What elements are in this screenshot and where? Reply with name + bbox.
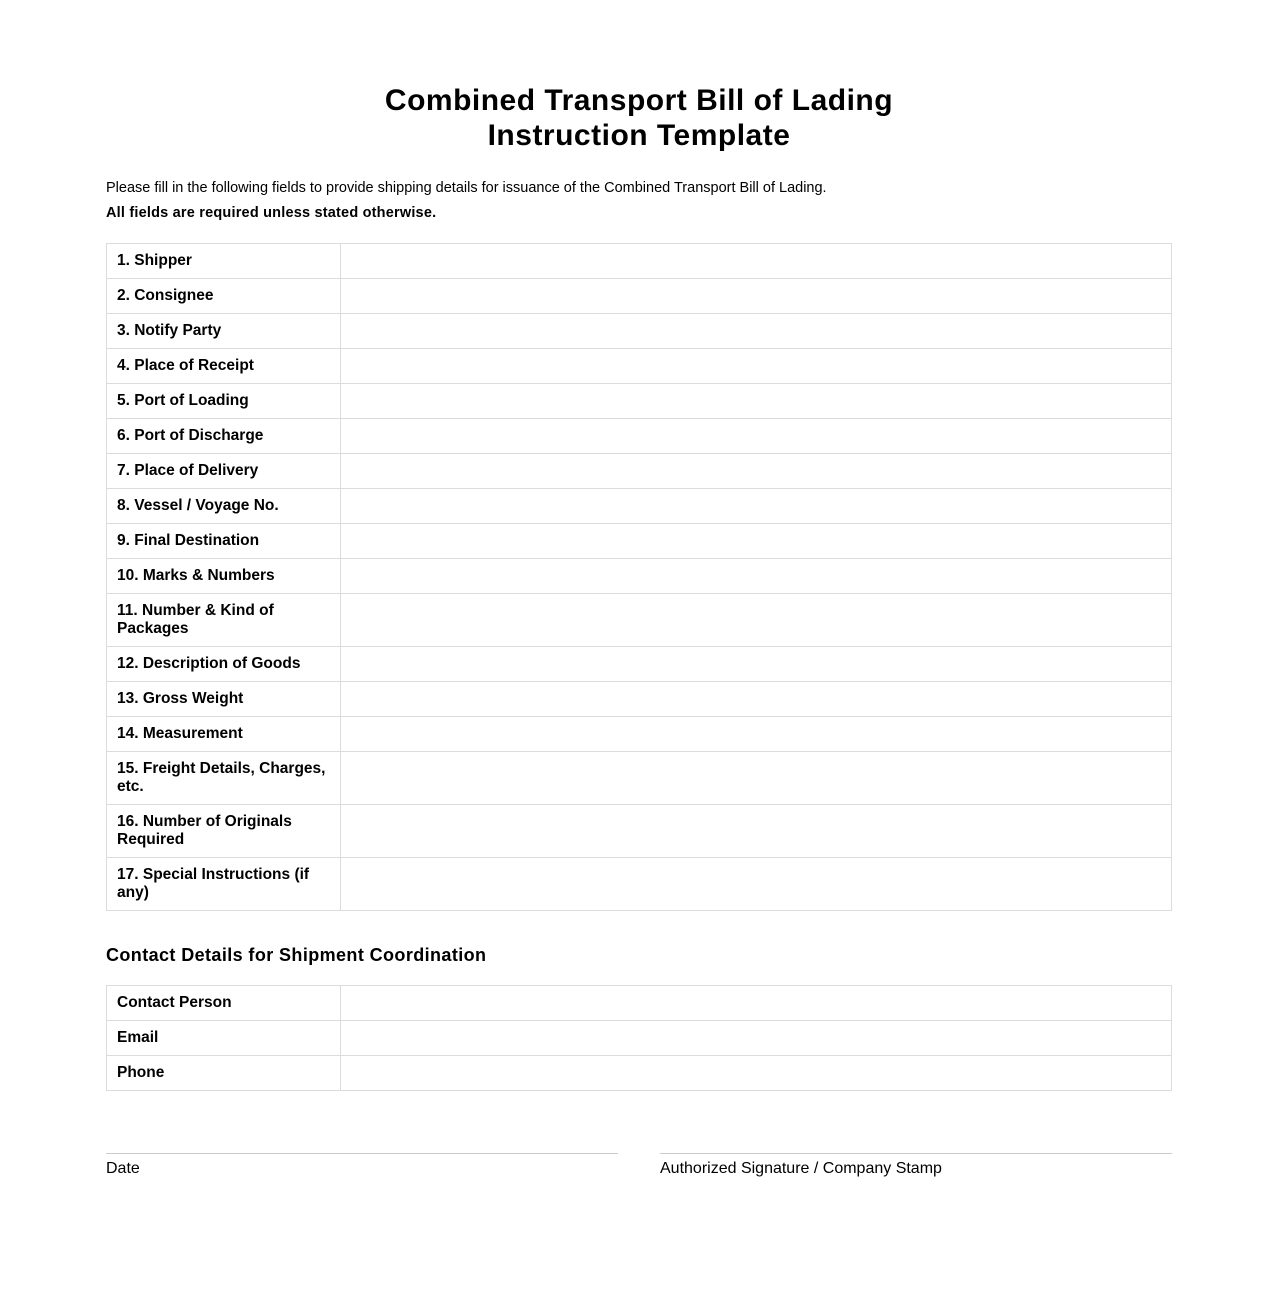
- date-label: Date: [106, 1160, 140, 1177]
- table-row: [107, 647, 1172, 682]
- field-value-input[interactable]: [341, 858, 1172, 911]
- field-label: 17. Special Instructions (if any): [107, 858, 341, 911]
- field-label: 12. Description of Goods: [107, 647, 341, 682]
- table-row: [107, 682, 1172, 717]
- table-row: [107, 594, 1172, 647]
- field-label: 8. Vessel / Voyage No.: [107, 489, 341, 524]
- contact-heading: Contact Details for Shipment Coordination: [106, 945, 487, 965]
- table-row: [107, 454, 1172, 489]
- table-row: [107, 419, 1172, 454]
- authorized-signature-label: Authorized Signature / Company Stamp: [660, 1160, 942, 1177]
- field-value-input[interactable]: [341, 384, 1172, 419]
- field-label: Phone: [107, 1056, 341, 1091]
- table-row: [107, 752, 1172, 805]
- table-row: [107, 805, 1172, 858]
- table-row: [107, 717, 1172, 752]
- field-label: 16. Number of Originals Required: [107, 805, 341, 858]
- field-label: 4. Place of Receipt: [107, 349, 341, 384]
- field-label: 13. Gross Weight: [107, 682, 341, 717]
- table-row: [107, 858, 1172, 911]
- field-value-input[interactable]: [341, 682, 1172, 717]
- intro-text: Please fill in the following fields to provide shipping details for issuance of the Combined Transport Bill of Lading.: [106, 180, 827, 196]
- field-label: 3. Notify Party: [107, 314, 341, 349]
- table-row: [107, 244, 1172, 279]
- field-label: 15. Freight Details, Charges, etc.: [107, 752, 341, 805]
- field-label: Email: [107, 1021, 341, 1056]
- field-label: 9. Final Destination: [107, 524, 341, 559]
- field-label: 11. Number & Kind of Packages: [107, 594, 341, 647]
- field-label: 6. Port of Discharge: [107, 419, 341, 454]
- title-line-1: Combined Transport Bill of Lading: [384, 84, 894, 117]
- table-row: [107, 524, 1172, 559]
- table-row: [107, 559, 1172, 594]
- table-row: [107, 384, 1172, 419]
- field-label: 10. Marks & Numbers: [107, 559, 341, 594]
- field-value-input[interactable]: [341, 559, 1172, 594]
- field-value-input[interactable]: [341, 349, 1172, 384]
- field-value-input[interactable]: [341, 647, 1172, 682]
- field-value-input[interactable]: [341, 986, 1172, 1021]
- table-row: [107, 349, 1172, 384]
- contact-fields-table: [106, 985, 1172, 1091]
- field-label: 1. Shipper: [107, 244, 341, 279]
- field-label: 14. Measurement: [107, 717, 341, 752]
- field-label: 7. Place of Delivery: [107, 454, 341, 489]
- field-value-input[interactable]: [341, 594, 1172, 647]
- table-row: [107, 986, 1172, 1021]
- table-row: [107, 314, 1172, 349]
- field-value-input[interactable]: [341, 314, 1172, 349]
- shipping-fields-table: [106, 243, 1172, 911]
- table-row: [107, 489, 1172, 524]
- field-label: Contact Person: [107, 986, 341, 1021]
- date-signature-line[interactable]: [106, 1153, 618, 1178]
- field-value-input[interactable]: [341, 279, 1172, 314]
- field-value-input[interactable]: [341, 752, 1172, 805]
- table-row: [107, 1056, 1172, 1091]
- required-note: All fields are required unless stated otherwise.: [106, 205, 437, 221]
- field-label: 5. Port of Loading: [107, 384, 341, 419]
- field-value-input[interactable]: [341, 1056, 1172, 1091]
- field-value-input[interactable]: [341, 805, 1172, 858]
- field-value-input[interactable]: [341, 1021, 1172, 1056]
- table-row: [107, 1021, 1172, 1056]
- authorized-signature-line[interactable]: [660, 1153, 1172, 1178]
- field-label: 2. Consignee: [107, 279, 341, 314]
- title-line-2: Instruction Template: [487, 119, 791, 152]
- table-row: [107, 279, 1172, 314]
- field-value-input[interactable]: [341, 454, 1172, 489]
- field-value-input[interactable]: [341, 244, 1172, 279]
- field-value-input[interactable]: [341, 419, 1172, 454]
- field-value-input[interactable]: [341, 489, 1172, 524]
- page-title: [106, 83, 1172, 153]
- field-value-input[interactable]: [341, 524, 1172, 559]
- field-value-input[interactable]: [341, 717, 1172, 752]
